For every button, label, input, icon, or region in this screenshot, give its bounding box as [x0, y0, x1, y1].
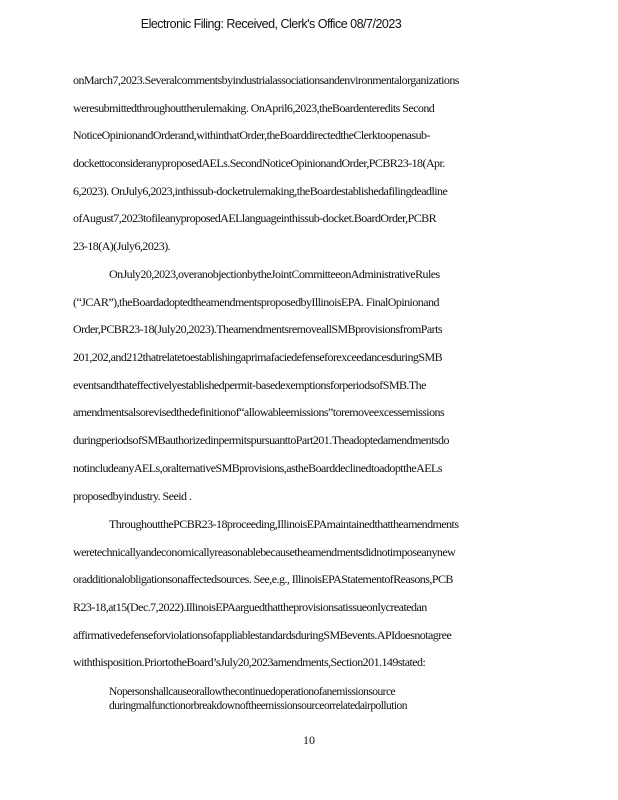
paragraph-line: 23-18(A)(July6,2023). [73, 239, 171, 253]
paragraph-line: 201,202,and212thatrelatetoestablishingaprimafaciedefenseforexceedancesduringSMB [73, 350, 443, 364]
paragraph-line: 6,2023). OnJuly6,2023,inthissub-docketrulemaking,theBoardestablishedafilingdeadline [73, 184, 448, 198]
paragraph-line: OnJuly20,2023,overanobjectionbytheJointCommitteeonAdministrativeRules [109, 267, 440, 281]
paragraph-line: withthisposition.PriortotheBoard’sJuly20,2023amendments,Section201.149stated: [73, 655, 426, 669]
paragraph-line: affirmativedefenseforviolationsofappliablestandardsduringSMBevents.APIdoesnotagree [73, 628, 452, 642]
paragraph-line: Order,PCBR23-18(July20,2023).TheamendmentsremoveallSMBprovisionsfromParts [73, 322, 442, 336]
paragraph-line: NoticeOpinionandOrderand,withinthatOrder,theBoarddirectedtheClerktoopenasub- [73, 128, 430, 142]
paragraph-line: proposedbyindustry. Seeid . [73, 489, 192, 503]
paragraph-line: onMarch7,2023.Severalcommentsbyindustrialassociationsandenvironmentalorganizations [73, 73, 459, 87]
paragraph-line: amendmentsalsorevisedthedefinitionof“allowableemissions”toremoveexcessemissions [73, 405, 445, 419]
paragraph-line: R23-18,at15(Dec.7,2022).IllinoisEPAarguedthattheprovisionsatissueonlycreatedan [73, 600, 427, 614]
paragraph-line: weresubmittedthroughouttherulemaking. OnApril6,2023,theBoardenteredits Second [73, 101, 435, 115]
paragraph-line: notincludeanyAELs,oralternativeSMBprovisions,astheBoarddeclinedtoadopttheAELs [73, 461, 442, 475]
paragraph-line: (“JCAR”),theBoardadoptedtheamendmentsproposedbyIllinoisEPA. FinalOpinionand [73, 295, 439, 309]
page-number: 10 [303, 733, 315, 747]
paragraph-line: dockettoconsideranyproposedAELs.SecondNoticeOpinionandOrder,PCBR23-18(Apr. [73, 156, 445, 170]
block-quote-line: Nopersonshallcauseorallowthecontinuedoperationofanemissionsource [109, 686, 396, 698]
block-quote-line: duringmalfunctionorbreakdownoftheemissionsourceorrelatedairpollution [109, 700, 407, 712]
paragraph-line: eventsandthateffectivelyestablishedpermit-basedexemptionsforperiodsofSMB.The [73, 378, 426, 392]
paragraph-line: duringperiodsofSMBauthorizedinpermitspursuanttoPart201.Theadoptedamendmentsdo [73, 433, 449, 447]
paragraph-line: weretechnicallyandeconomicallyreasonablebecausetheamendmentsdidnotimposeanynew [73, 545, 456, 559]
paragraph-line: ThroughoutthePCBR23-18proceeding,IllinoisEPAmaintainedthattheamendments [109, 517, 459, 531]
paragraph-line: ofAugust7,2023tofileanyproposedAELlanguageinthissub-docket.BoardOrder,PCBR [73, 211, 437, 225]
filing-header: Electronic Filing: Received, Clerk's Office 08/7/2023 [140, 17, 402, 31]
paragraph-line: oradditionalobligationsonaffectedsources. See,e.g., IllinoisEPAStatementofReasons,PCB [73, 572, 453, 586]
